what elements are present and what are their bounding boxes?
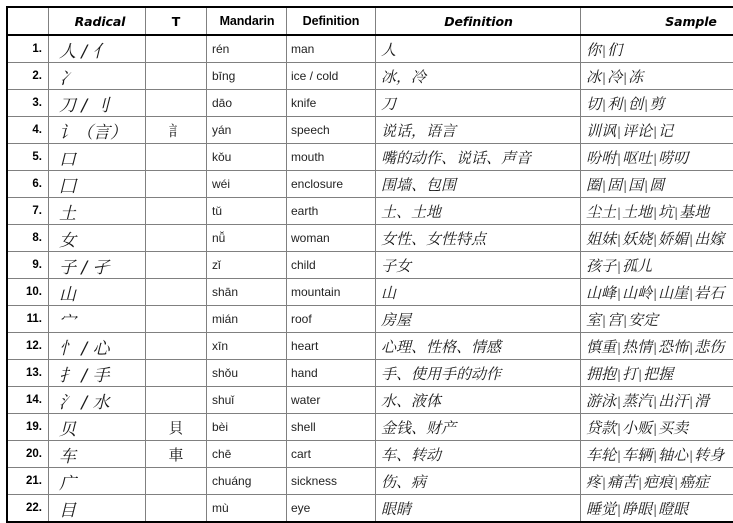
row-sample: 疼|痛苦|疤痕|癌症 — [581, 468, 733, 495]
row-mandarin: shān — [207, 279, 287, 306]
sample-separator: | — [601, 44, 607, 58]
row-traditional — [146, 171, 207, 198]
row-traditional: 車 — [146, 441, 207, 468]
header-sample: Sample — [581, 7, 733, 35]
table-row — [7, 63, 733, 90]
row-traditional — [146, 144, 207, 171]
row-radical: 车 — [49, 441, 146, 468]
sample-separator: | — [622, 71, 628, 85]
row-radical: 女 — [49, 225, 146, 252]
row-definition-chinese: 水、液体 — [376, 387, 581, 414]
row-sample: 睡觉|睁眼|瞪眼 — [581, 495, 733, 523]
sample-separator: | — [616, 503, 622, 517]
table-row — [7, 171, 733, 198]
row-radical: 山 — [49, 279, 146, 306]
row-mandarin: kǒu — [207, 144, 287, 171]
table-row — [7, 225, 733, 252]
row-definition-chinese: 说话，语言 — [376, 117, 581, 144]
row-definition-english: cart — [287, 441, 376, 468]
row-mandarin: mián — [207, 306, 287, 333]
chinese-radicals-table — [6, 6, 733, 523]
sample-separator: | — [601, 71, 607, 85]
row-number: 2. — [7, 63, 49, 90]
row-number: 1. — [7, 35, 49, 63]
row-definition-english: ice / cold — [287, 63, 376, 90]
header-row — [7, 7, 733, 35]
sample-separator: | — [622, 98, 628, 112]
row-mandarin: shuǐ — [207, 387, 287, 414]
row-definition-english: mouth — [287, 144, 376, 171]
row-mandarin: tǔ — [207, 198, 287, 225]
row-definition-chinese: 嘴的动作、说话、声音 — [376, 144, 581, 171]
row-number: 14. — [7, 387, 49, 414]
row-definition-english: enclosure — [287, 171, 376, 198]
row-definition-english: mountain — [287, 279, 376, 306]
row-mandarin: rén — [207, 35, 287, 63]
header-traditional: T — [146, 7, 207, 35]
sample-separator: | — [688, 341, 694, 355]
row-definition-chinese: 山 — [376, 279, 581, 306]
row-definition-english: eye — [287, 495, 376, 523]
row-radical: 子 / 孑 — [49, 252, 146, 279]
row-mandarin: wéi — [207, 171, 287, 198]
row-radical: 讠（言） — [49, 117, 146, 144]
row-sample: 车轮|车辆|轴心|转身 — [581, 441, 733, 468]
row-traditional — [146, 306, 207, 333]
row-number: 12. — [7, 333, 49, 360]
row-mandarin: dāo — [207, 90, 287, 117]
table-row — [7, 198, 733, 225]
sample-separator: | — [616, 368, 622, 382]
row-mandarin: shǒu — [207, 360, 287, 387]
row-sample: 慎重|热情|恐怖|悲伤 — [581, 333, 733, 360]
sample-separator: | — [673, 206, 679, 220]
sample-separator: | — [601, 98, 607, 112]
row-sample: 吩咐|呕吐|唠叨 — [581, 144, 733, 171]
row-mandarin: bīng — [207, 63, 287, 90]
row-radical: 人 / 亻 — [49, 35, 146, 63]
row-radical: 贝 — [49, 414, 146, 441]
header-number — [7, 7, 49, 35]
sample-separator: | — [673, 476, 679, 490]
sample-separator: | — [652, 422, 658, 436]
row-definition-english: earth — [287, 198, 376, 225]
row-radical: 宀 — [49, 306, 146, 333]
row-number: 3. — [7, 90, 49, 117]
row-sample: 你|们 — [581, 35, 733, 63]
row-definition-chinese: 冰，冷 — [376, 63, 581, 90]
row-radical: 氵 / 水 — [49, 387, 146, 414]
sample-separator: | — [652, 287, 658, 301]
row-definition-chinese: 子女 — [376, 252, 581, 279]
table-row — [7, 387, 733, 414]
row-number: 6. — [7, 171, 49, 198]
row-sample: 冰|冷|冻 — [581, 63, 733, 90]
table-header — [7, 7, 733, 35]
sample-separator: | — [688, 233, 694, 247]
row-definition-chinese: 手、使用手的动作 — [376, 360, 581, 387]
sample-separator: | — [652, 503, 658, 517]
row-number: 21. — [7, 468, 49, 495]
sample-separator: | — [688, 395, 694, 409]
row-number: 7. — [7, 198, 49, 225]
row-mandarin: mù — [207, 495, 287, 523]
row-definition-chinese: 车、转动 — [376, 441, 581, 468]
sample-separator: | — [616, 422, 622, 436]
sample-separator: | — [688, 287, 694, 301]
row-definition-english: hand — [287, 360, 376, 387]
row-number: 10. — [7, 279, 49, 306]
row-definition-english: water — [287, 387, 376, 414]
sample-separator: | — [652, 152, 658, 166]
row-definition-english: knife — [287, 90, 376, 117]
row-radical: 刀 / 刂 — [49, 90, 146, 117]
row-traditional — [146, 495, 207, 523]
row-number: 22. — [7, 495, 49, 523]
row-sample: 贷款|小贩|买卖 — [581, 414, 733, 441]
sample-separator: | — [601, 314, 607, 328]
row-mandarin: nǚ — [207, 225, 287, 252]
sample-separator: | — [616, 125, 622, 139]
row-sample: 室|宫|安定 — [581, 306, 733, 333]
row-definition-english: roof — [287, 306, 376, 333]
header-definition-chinese: Definition — [376, 7, 581, 35]
sample-separator: | — [616, 449, 622, 463]
table-row — [7, 35, 733, 63]
row-traditional: 貝 — [146, 414, 207, 441]
row-radical: 广 — [49, 468, 146, 495]
sample-separator: | — [643, 98, 649, 112]
row-definition-chinese: 房屋 — [376, 306, 581, 333]
sample-separator: | — [652, 125, 658, 139]
table-body — [7, 35, 733, 522]
row-traditional — [146, 198, 207, 225]
row-definition-english: heart — [287, 333, 376, 360]
row-sample: 山峰|山岭|山崖|岩石 — [581, 279, 733, 306]
row-number: 11. — [7, 306, 49, 333]
row-definition-english: speech — [287, 117, 376, 144]
sample-separator: | — [652, 341, 658, 355]
sample-separator: | — [652, 449, 658, 463]
row-definition-english: woman — [287, 225, 376, 252]
row-traditional — [146, 90, 207, 117]
row-traditional — [146, 387, 207, 414]
sample-separator: | — [616, 395, 622, 409]
sample-separator: | — [643, 179, 649, 193]
row-definition-chinese: 眼睛 — [376, 495, 581, 523]
row-traditional — [146, 333, 207, 360]
row-radical: 忄 / 心 — [49, 333, 146, 360]
sample-separator: | — [637, 368, 643, 382]
row-mandarin: chē — [207, 441, 287, 468]
row-radical: 冫 — [49, 63, 146, 90]
sample-separator: | — [652, 233, 658, 247]
row-traditional — [146, 252, 207, 279]
table-row — [7, 441, 733, 468]
row-sample: 训讽|评论|记 — [581, 117, 733, 144]
row-definition-english: man — [287, 35, 376, 63]
row-mandarin: chuáng — [207, 468, 287, 495]
row-traditional: 訁 — [146, 117, 207, 144]
row-definition-english: shell — [287, 414, 376, 441]
row-sample: 孩子|孤儿 — [581, 252, 733, 279]
table-row — [7, 468, 733, 495]
row-definition-chinese: 人 — [376, 35, 581, 63]
table-row — [7, 414, 733, 441]
sample-separator: | — [652, 206, 658, 220]
row-definition-chinese: 伤、病 — [376, 468, 581, 495]
row-traditional — [146, 63, 207, 90]
table-row — [7, 495, 733, 523]
row-number: 4. — [7, 117, 49, 144]
row-radical: 扌 / 手 — [49, 360, 146, 387]
row-sample: 圈|固|国|圆 — [581, 171, 733, 198]
row-traditional — [146, 279, 207, 306]
row-number: 19. — [7, 414, 49, 441]
row-sample: 切|利|创|剪 — [581, 90, 733, 117]
row-number: 8. — [7, 225, 49, 252]
row-number: 9. — [7, 252, 49, 279]
row-definition-chinese: 土、土地 — [376, 198, 581, 225]
sample-separator: | — [652, 395, 658, 409]
sample-separator: | — [616, 287, 622, 301]
row-number: 20. — [7, 441, 49, 468]
sample-separator: | — [616, 206, 622, 220]
table-row — [7, 252, 733, 279]
sample-separator: | — [616, 341, 622, 355]
sample-separator: | — [616, 233, 622, 247]
row-definition-chinese: 刀 — [376, 90, 581, 117]
sample-separator: | — [688, 449, 694, 463]
table-row — [7, 360, 733, 387]
sample-separator: | — [616, 260, 622, 274]
sample-separator: | — [601, 179, 607, 193]
header-definition-english: Definition — [287, 7, 376, 35]
table-row — [7, 144, 733, 171]
row-mandarin: zǐ — [207, 252, 287, 279]
table-row — [7, 333, 733, 360]
sample-separator: | — [637, 476, 643, 490]
row-sample: 姐妹|妖娆|娇媚|出嫁 — [581, 225, 733, 252]
row-definition-chinese: 金钱、财产 — [376, 414, 581, 441]
row-number: 5. — [7, 144, 49, 171]
table-row — [7, 90, 733, 117]
row-sample: 拥抱|打|把握 — [581, 360, 733, 387]
row-number: 13. — [7, 360, 49, 387]
row-traditional — [146, 360, 207, 387]
row-traditional — [146, 35, 207, 63]
row-definition-chinese: 女性、女性特点 — [376, 225, 581, 252]
table-row — [7, 306, 733, 333]
row-definition-english: sickness — [287, 468, 376, 495]
row-definition-chinese: 围墙、包围 — [376, 171, 581, 198]
row-definition-english: child — [287, 252, 376, 279]
row-mandarin: bèi — [207, 414, 287, 441]
row-traditional — [146, 225, 207, 252]
row-radical: 囗 — [49, 171, 146, 198]
table-row — [7, 279, 733, 306]
sample-separator: | — [601, 476, 607, 490]
header-radical: Radical — [49, 7, 146, 35]
sample-separator: | — [622, 179, 628, 193]
row-traditional — [146, 468, 207, 495]
sample-separator: | — [616, 152, 622, 166]
row-radical: 目 — [49, 495, 146, 523]
row-mandarin: xīn — [207, 333, 287, 360]
header-mandarin: Mandarin — [207, 7, 287, 35]
row-mandarin: yán — [207, 117, 287, 144]
row-definition-chinese: 心理、性格、情感 — [376, 333, 581, 360]
row-radical: 土 — [49, 198, 146, 225]
row-sample: 尘土|土地|坑|基地 — [581, 198, 733, 225]
sample-separator: | — [622, 314, 628, 328]
row-sample: 游泳|蒸汽|出汗|滑 — [581, 387, 733, 414]
table-row — [7, 117, 733, 144]
row-radical: 口 — [49, 144, 146, 171]
